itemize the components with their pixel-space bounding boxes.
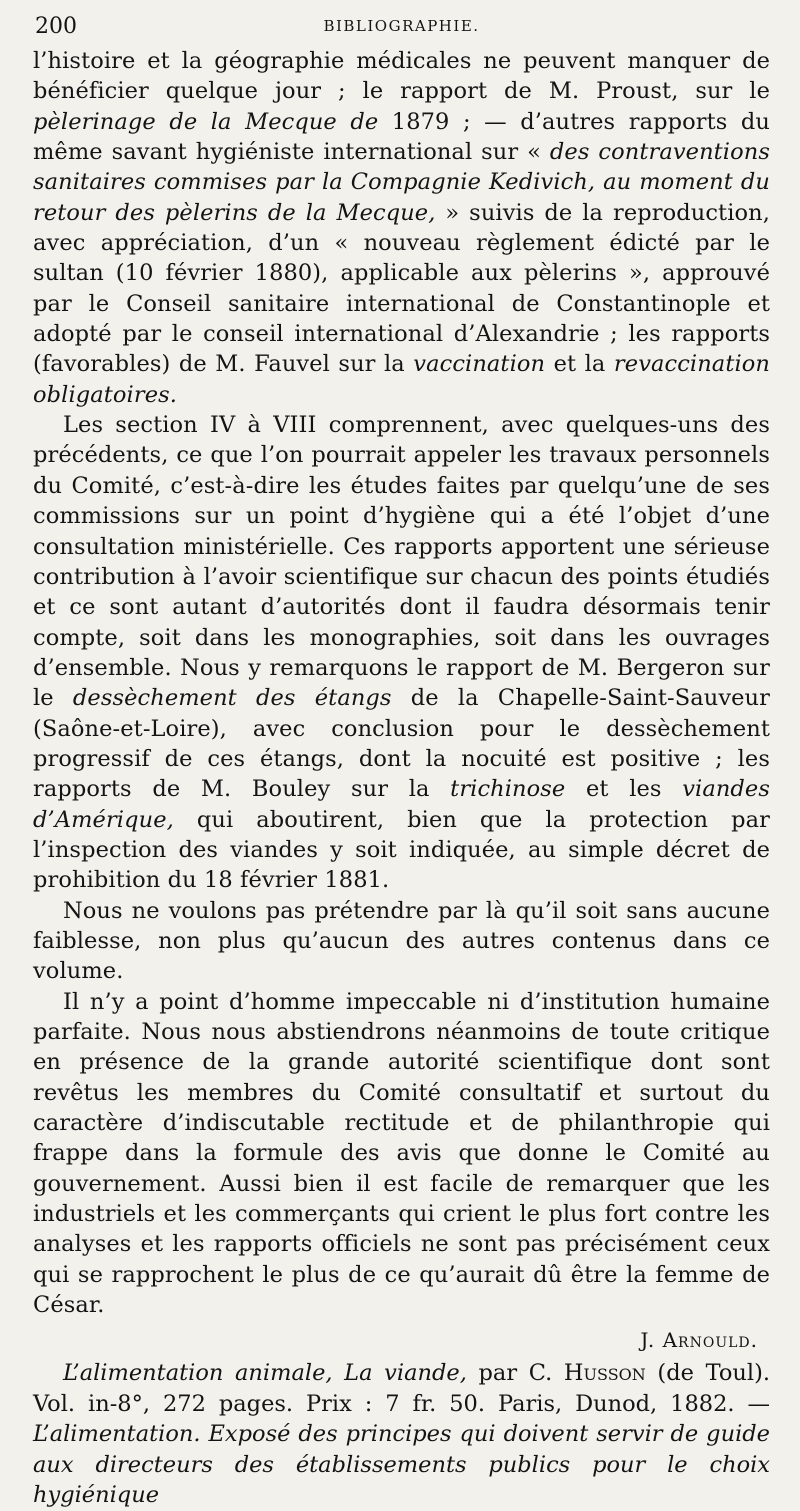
page-header xyxy=(33,10,770,46)
running-head: BIBLIOGRAPHIE. xyxy=(323,17,480,35)
body-text xyxy=(33,46,770,1320)
text-run: revaccination obligatoires. xyxy=(33,351,770,408)
text-run: trichinose xyxy=(450,776,566,803)
text-run: de la Chapelle-Saint-Sauveur (Saône-et-Loire), avec conclusion pour le dessèchement progressif de ces étangs, dont la nocuité est positive ; les rapports de M. Bouley sur la xyxy=(33,685,770,803)
page-number: 200 xyxy=(35,14,77,39)
text-run: » suivis de la reproduction, avec appréciation, d’un « nouveau règlement édicté par le sultan (10 février 1880), applicable aux pèlerins », approuvé par le Conseil sanitaire international de Constantinople et adopté par le conseil international d’Alexandrie ; les rapports (favorables) de M. Fauvel sur la xyxy=(33,199,770,378)
text-run: L’alimentation animale, La viande, xyxy=(63,1360,467,1387)
text-run: et la xyxy=(545,351,614,378)
text-run: des contraventions sanitaires commises par la Compagnie Kedivich, au moment du retour des pèlerins de la Mecque, xyxy=(33,139,770,226)
paragraph-1 xyxy=(33,46,770,410)
text-run: 1879 ; — d’autres rapports du même savant hygiéniste international sur « xyxy=(33,108,770,166)
text-run: par C. xyxy=(466,1360,564,1387)
text-run: et les xyxy=(565,776,683,803)
text-run: pèlerinage de la Mecque de xyxy=(33,108,379,135)
text-run: dessèchement des étangs xyxy=(72,685,392,712)
review-citation xyxy=(33,1358,770,1511)
text-run: l’histoire et la géographie médicales ne peuvent manquer de bénéficier quelque jour ; le rapport de M. Proust, sur le xyxy=(33,48,770,105)
text-run: Les section IV à VIII comprennent, avec quelques-uns des précédents, ce que l’on pourrait appeler les travaux personnels du Comité, c’est-à-dire les études faites par quelqu’une de ses commissions sur un point d’hygiène qui a été l’objet d’une consultation ministérielle. Ces rapports apportent une sérieuse contribution à l’avoir scientifique sur chacun des points étudiés et ce sont autant d’autorités dont il faudra désormais tenir compte, soit dans les monographies, soit dans les ouvrages d’ensemble. Nous y remarquons le rapport de M. Bergeron sur le xyxy=(33,412,770,712)
paragraph-4 xyxy=(33,987,770,1321)
author-signature: J. Arnould. xyxy=(640,1328,758,1353)
text-run: qui aboutirent, bien que la protection par l’inspection des viandes y soit indiquée, au simple décret de prohibition du 18 février 1881. xyxy=(33,806,770,894)
paragraph-2 xyxy=(33,410,770,896)
text-run: viandes d’Amérique, xyxy=(33,776,770,833)
paragraph-3 xyxy=(33,896,770,987)
text-run: (de Toul). Vol. in-8°, 272 pages. Prix : 7 fr. 50. Paris, Dunod, 1882. — xyxy=(33,1360,770,1417)
text-run: L’alimentation. Exposé des principes qui doivent servir de guide aux directeurs des établissements publics pour le choix hygiénique xyxy=(33,1421,770,1509)
text-run: Nous ne voulons pas prétendre par là qu’il soit sans aucune faiblesse, non plus qu’aucun des autres contenus dans ce volume. xyxy=(33,897,770,985)
text-run: Husson xyxy=(563,1360,646,1387)
text-run: vaccination xyxy=(413,351,546,378)
text-run: Il n’y a point d’homme impeccable ni d’institution humaine parfaite. Nous nous abstiendrons néanmoins de toute critique en présence de la grande autorité scientifique dont sont revêtus les membres du Comité consultatif et surtout du caractère d’indiscutable rectitude et de philanthropie qui frappe dans la formule des avis que donne le Comité au gouvernement. Aussi bien il est facile de remarquer que les industriels et les commerçants qui crient le plus fort contre les analyses et les rapports officiels ne sont pas précisément ceux qui se rapprochent le plus de ce qu’aurait dû être la femme de César. xyxy=(33,988,770,1319)
review-entry xyxy=(33,1358,770,1511)
